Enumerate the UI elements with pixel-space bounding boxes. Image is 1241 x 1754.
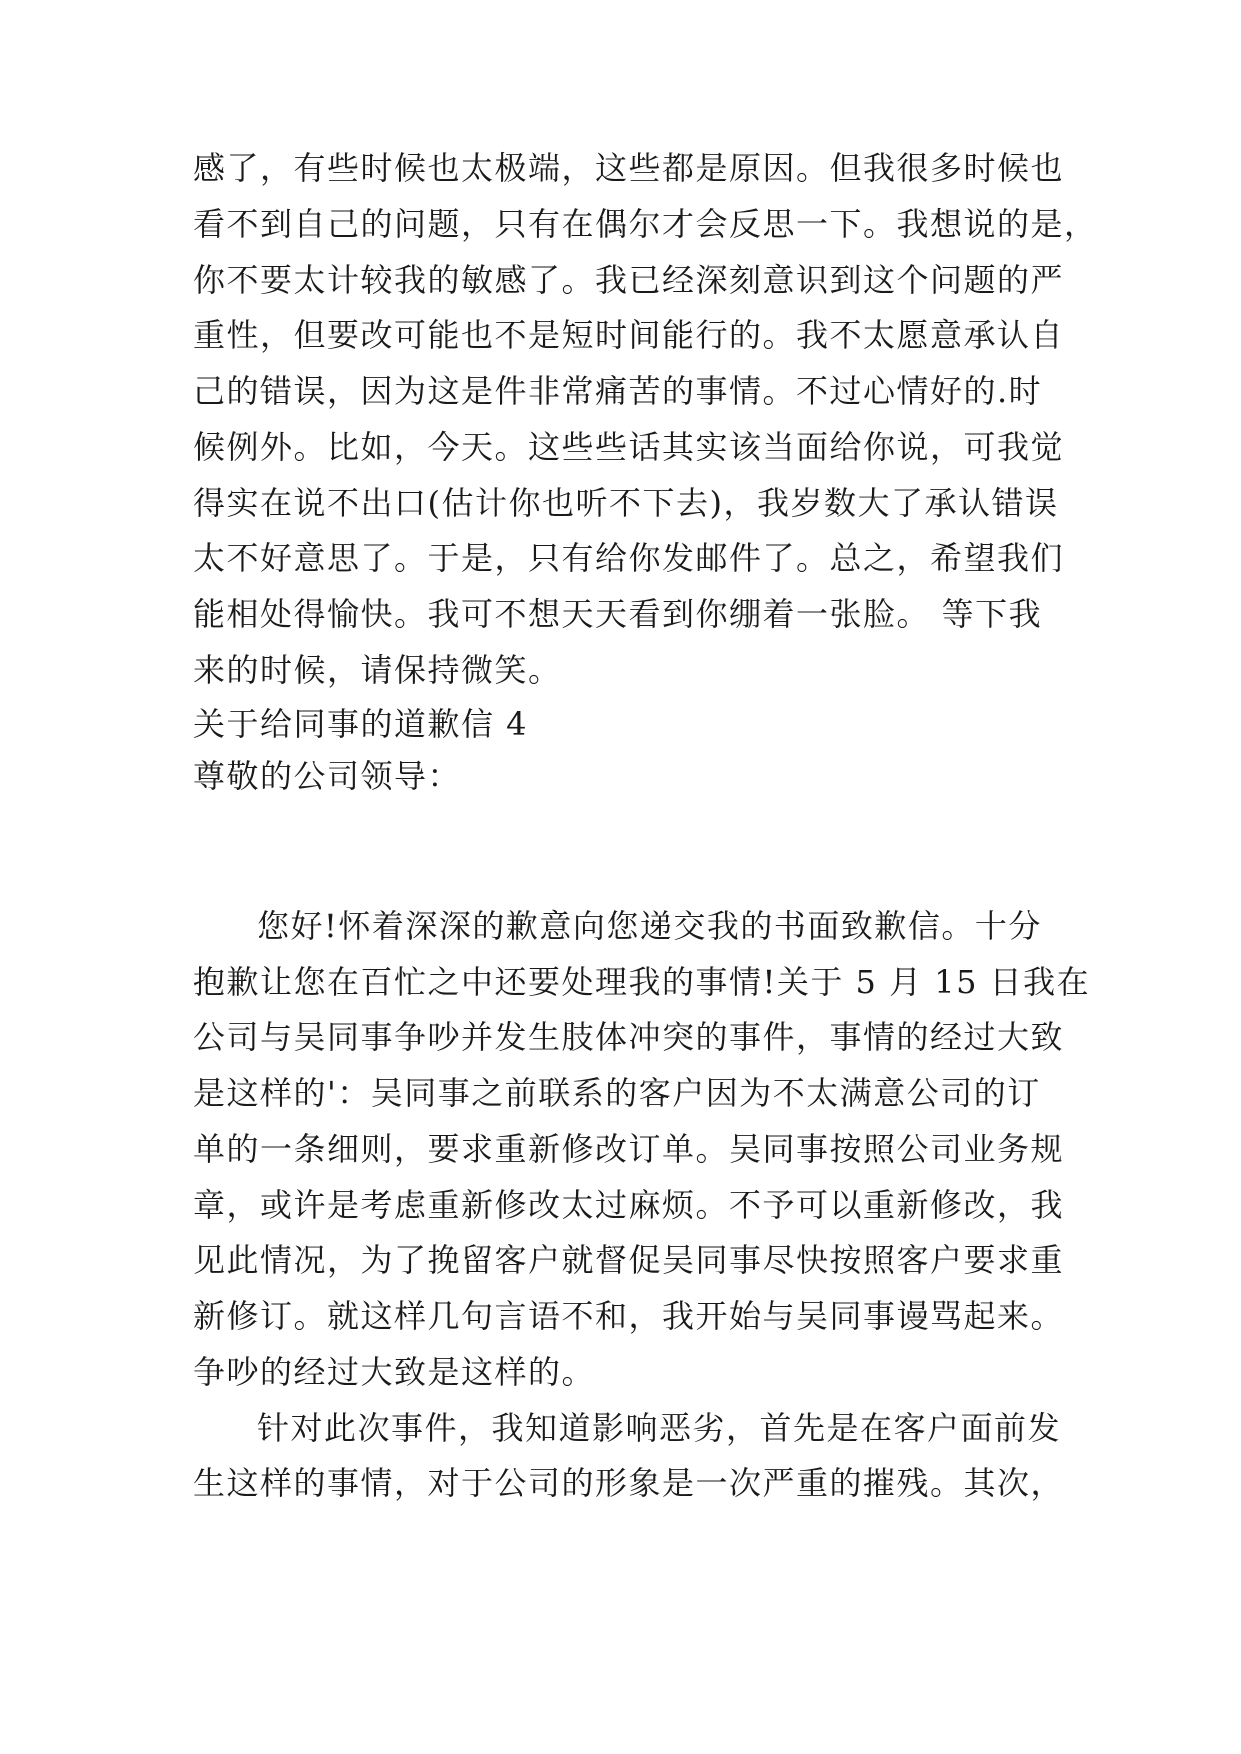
text-line: 太不好意思了。于是，只有给你发邮件了。总之，希望我们: [193, 539, 1065, 577]
text-line: 能相处得愉快。我可不想天天看到你绷着一张脸。 等下我: [193, 595, 1043, 633]
text-line: 抱歉让您在百忙之中还要处理我的事情!关于 5 月 15 日我在: [193, 963, 1091, 1001]
text-line: 公司与吴同事争吵并发生肢体冲突的事件，事情的经过大致: [193, 1018, 1065, 1056]
text-line: 得实在说不出口(估计你也听不下去)，我岁数大了承认错误: [193, 484, 1059, 522]
text-line: 章，或许是考虑重新修改太过麻烦。不予可以重新修改，我: [193, 1186, 1065, 1224]
text-line: 来的时候，请保持微笑。: [193, 651, 562, 689]
salutation: 尊敬的公司领导：: [193, 757, 462, 795]
text-line: 候例外。比如，今天。这些些话其实该当面给你说，可我觉: [193, 428, 1065, 466]
text-line: 见此情况，为了挽留客户就督促吴同事尽快按照客户要求重: [193, 1241, 1065, 1279]
text-line: 你不要太计较我的敏感了。我已经深刻意识到这个问题的严: [193, 261, 1065, 299]
text-line: 看不到自己的问题，只有在偶尔才会反思一下。我想说的是，: [193, 205, 1098, 243]
text-line: 己的错误，因为这是件非常痛苦的事情。不过心情好的.时: [193, 372, 1043, 410]
text-line: 争吵的经过大致是这样的。: [193, 1353, 596, 1391]
text-line: 感了，有些时候也太极端，这些都是原因。但我很多时候也: [193, 149, 1065, 187]
text-line: 单的一条细则，要求重新修改订单。吴同事按照公司业务规: [193, 1130, 1065, 1168]
text-line: 您好!怀着深深的歉意向您递交我的书面致歉信。十分: [257, 907, 1042, 945]
text-line: 生这样的事情，对于公司的形象是一次严重的摧残。其次，: [193, 1464, 1065, 1502]
text-line: 新修订。就这样几句言语不和，我开始与吴同事谩骂起来。: [193, 1297, 1065, 1335]
text-line: 是这样的'：吴同事之前联系的客户因为不太满意公司的订: [193, 1074, 1041, 1112]
section-heading: 关于给同事的道歉信 4: [193, 705, 529, 743]
text-line: 针对此次事件，我知道影响恶劣，首先是在客户面前发: [257, 1409, 1062, 1447]
text-line: 重性，但要改可能也不是短时间能行的。我不太愿意承认自: [193, 316, 1065, 354]
